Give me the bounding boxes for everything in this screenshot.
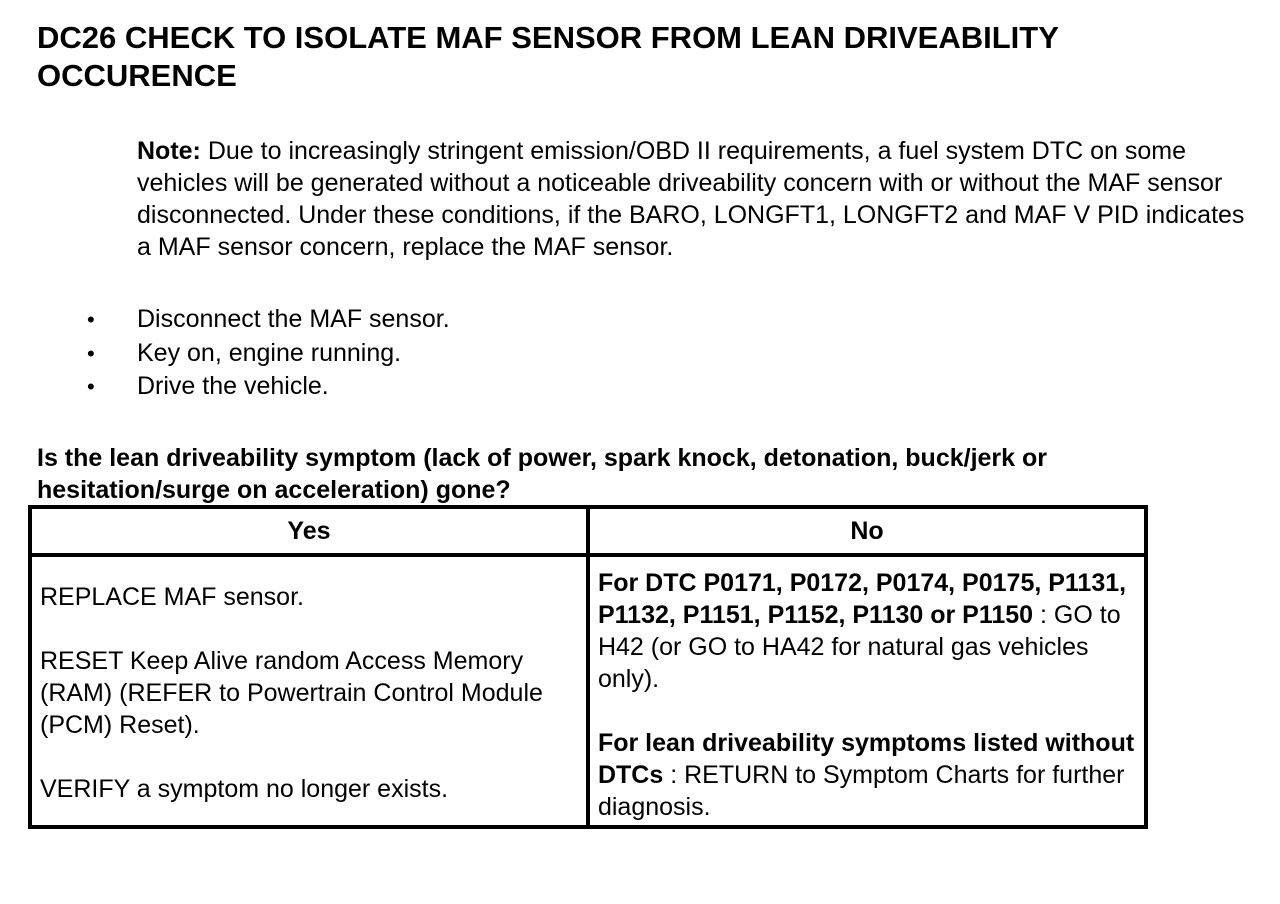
yes-step-verify: VERIFY a symptom no longer exists. [40,775,449,803]
yes-cell [30,555,588,827]
decision-question: Is the lean driveability symptom (lack of power, spark knock, detonation, buck/jerk or hesitation/surge on acceleration) gone? [37,444,1048,504]
no-symptom-action: : RETURN to Symptom Charts for further diagnosis. [597,761,1125,821]
page-title: DC26 CHECK TO ISOLATE MAF SENSOR FROM LEAN DRIVEABILITY OCCURENCE [37,20,1059,93]
no-dtc-instruction [598,567,1138,695]
header-no: No [588,507,1146,555]
yes-step-reset: RESET Keep Alive random Access Memory (RAM) (REFER to Powertrain Control Module (PCM) Reset). [40,647,543,739]
step-text: Disconnect the MAF sensor. [137,305,450,333]
list-item [0,370,900,404]
note-label: Note: [137,137,201,165]
list-item [0,337,900,371]
note-paragraph [137,135,1247,263]
table-row [30,555,1146,827]
decision-table [28,505,1148,829]
table-header-row [30,507,1146,555]
list-item [0,303,900,337]
no-symptom-instruction [598,727,1138,823]
yes-step-replace: REPLACE MAF sensor. [40,583,304,611]
no-symptom-condition: For lean driveability symptoms listed without DTCs [597,729,1135,789]
bullet-icon: • [87,374,95,399]
procedure-steps [0,303,900,404]
note-text: Due to increasingly stringent emission/OBD II requirements, a fuel system DTC on some vehicles will be generated without a noticeable driveability concern with or without the MAF sensor disconnected. Under these conditions, if the BARO, LONGFT1, LONGFT2 and MAF V PID indicates a MAF sensor concern, replace the MAF sensor. [137,137,1245,261]
bullet-icon: • [87,307,95,332]
bullet-icon: • [87,340,95,366]
no-dtc-list: For DTC P0171, P0172, P0174, P0175, P1131, P1132, P1151, P1152, P1130 or P1150 [597,569,1127,629]
step-text: Drive the vehicle. [137,372,329,400]
no-dtc-action: : GO to H42 (or GO to HA42 for natural gas vehicles only). [597,601,1121,693]
header-yes: Yes [30,507,588,555]
step-text: Key on, engine running. [137,338,402,367]
no-cell [588,555,1146,827]
